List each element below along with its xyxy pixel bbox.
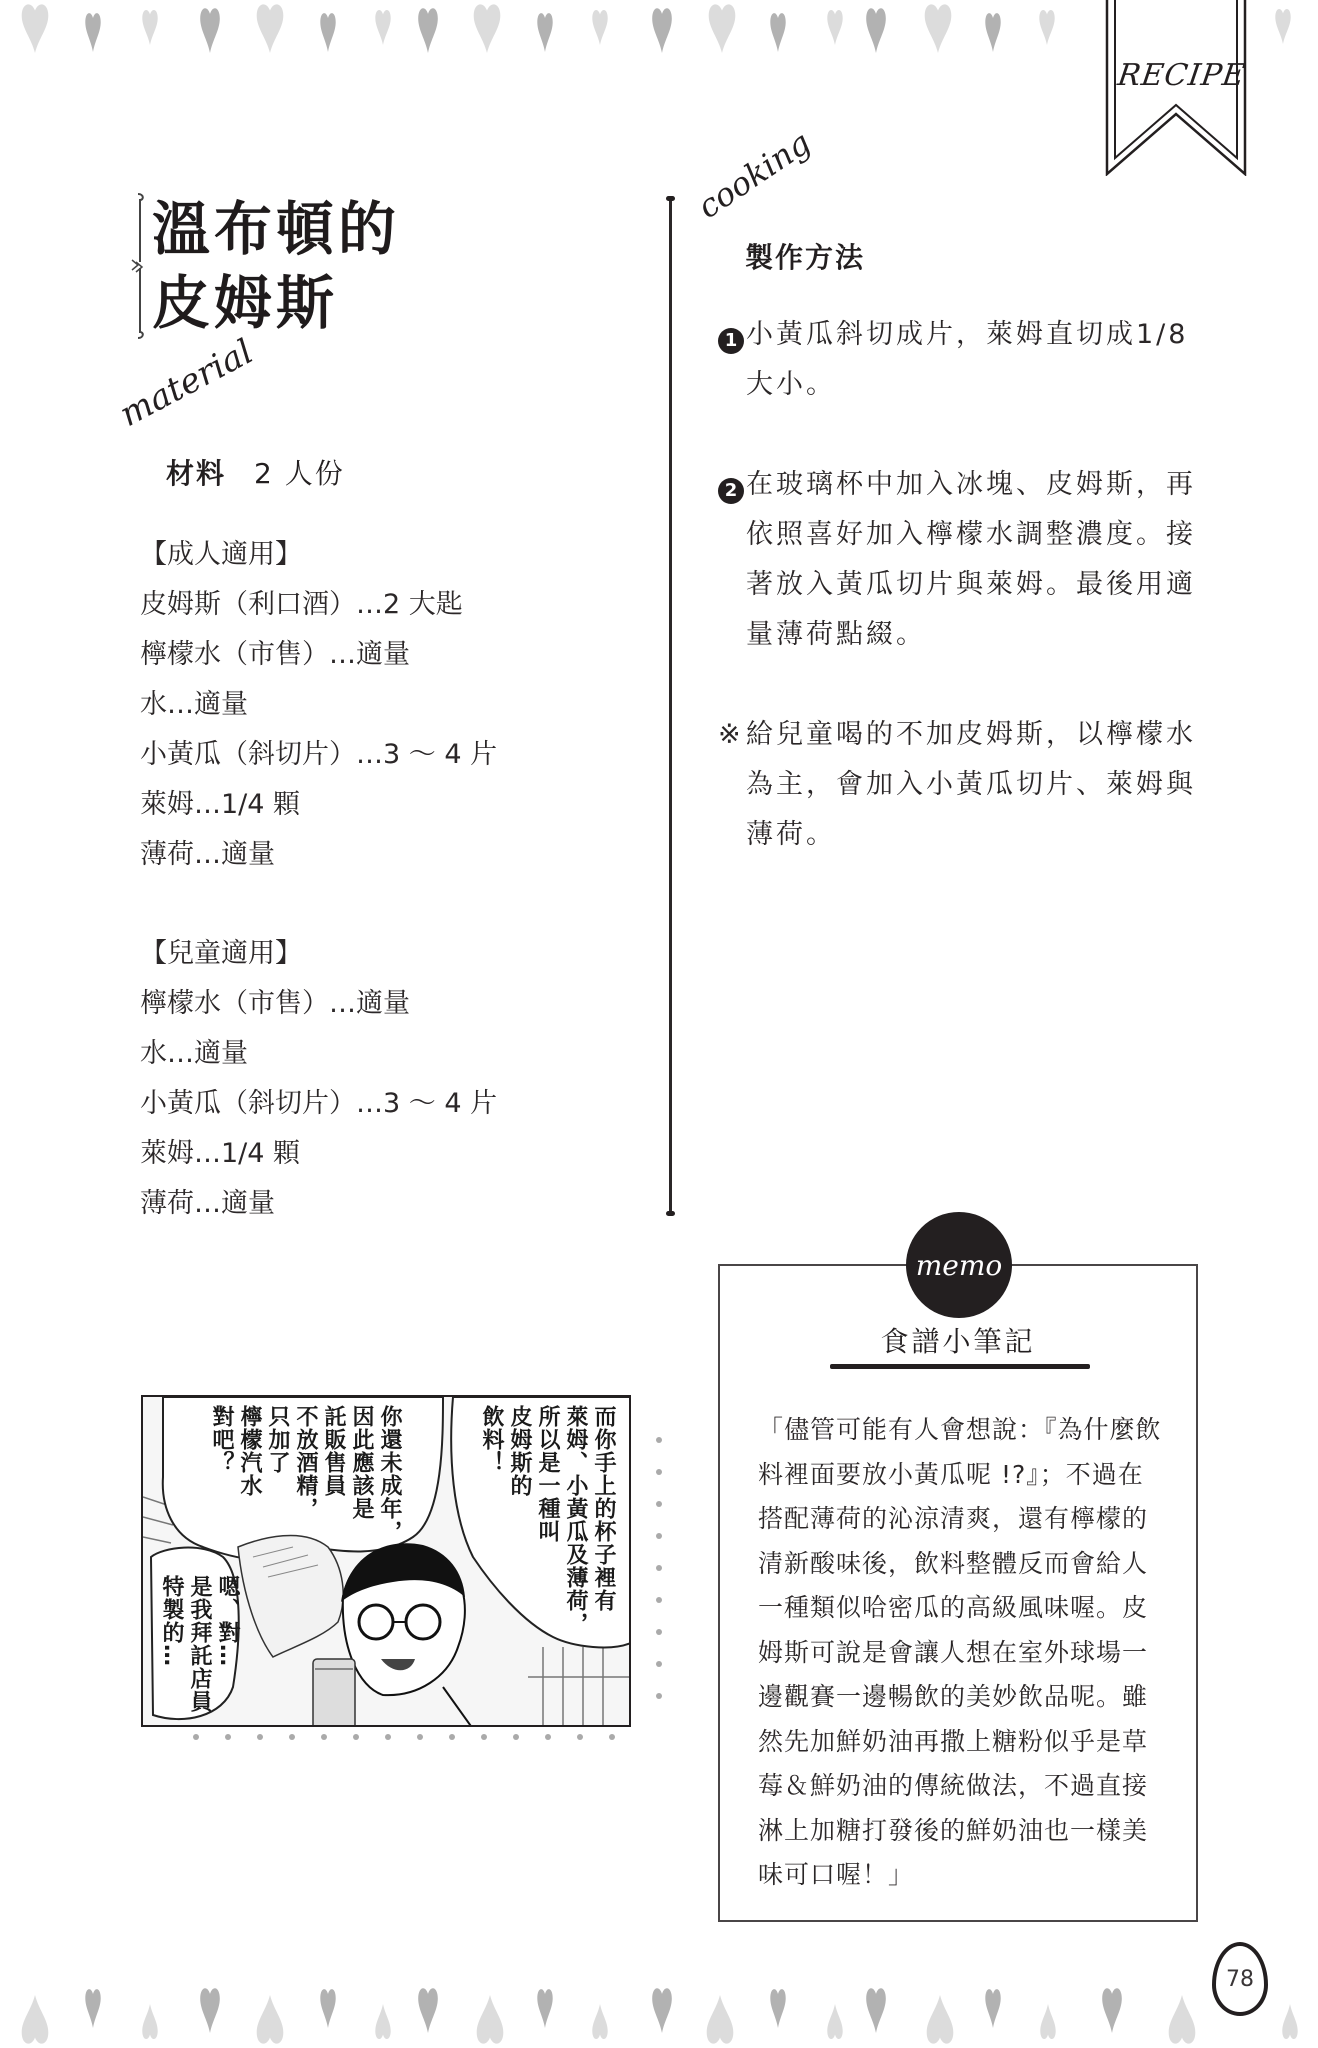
column-divider — [669, 198, 672, 1214]
ingredient-item: 檸檬水（市售）…適量 — [140, 639, 410, 670]
cooking-step-2 — [718, 460, 1208, 660]
material-script-label: material — [113, 331, 260, 435]
ingredient-item: 萊姆…1/4 顆 — [140, 1138, 301, 1169]
cooking-script-label: cooking — [690, 123, 818, 226]
memo-line: 姆斯可說是會讓人想在室外球場一 — [758, 1637, 1149, 1667]
memo-line: 「儘管可能有人會想說：『為什麼飲 — [758, 1415, 1162, 1444]
dot-border-right — [655, 1436, 663, 1726]
step-line: 依照喜好加入檸檬水調整濃度。接 — [746, 519, 1196, 550]
note-marker: ※ — [718, 719, 744, 750]
material-heading — [166, 452, 345, 492]
speech-column: 你還未成年， — [377, 1405, 402, 1543]
ingredient-item: 檸檬水（市售）…適量 — [140, 988, 410, 1019]
speech-column: 而你手上的杯子裡有 — [591, 1405, 616, 1612]
ingredient-item: 萊姆…1/4 顆 — [140, 789, 301, 820]
step-line: 在玻璃杯中加入冰塊、皮姆斯，再 — [746, 469, 1196, 500]
cooking-heading: 製作方法 — [745, 241, 866, 274]
speech-bubble-left — [193, 1405, 403, 1545]
cooking-steps — [718, 310, 1208, 910]
step-line: 量薄荷點綴。 — [746, 619, 926, 650]
dot-border-bottom — [192, 1733, 632, 1741]
step-number-badge: 1 — [718, 310, 744, 360]
recipe-title-line2: 皮姆斯 — [152, 269, 339, 337]
cooking-note — [718, 710, 1208, 860]
speech-column: 對吧？ — [209, 1405, 234, 1474]
step-line: 大小。 — [746, 369, 836, 400]
bottom-heart-border — [0, 1986, 1318, 2046]
child-ingredient-list — [140, 929, 497, 1229]
speech-column: 託販售員 — [321, 1405, 346, 1497]
step-line: 著放入黃瓜切片與萊姆。最後用適 — [746, 569, 1196, 600]
speech-column: 檸檬汽水 — [237, 1405, 262, 1497]
child-ingredients-heading: 【兒童適用】 — [140, 938, 302, 969]
cooking-step-1 — [718, 310, 1208, 410]
speech-column: 因此應該是 — [349, 1405, 374, 1520]
note-line: 薄荷。 — [746, 819, 836, 850]
speech-bubble-right — [477, 1405, 617, 1635]
ingredient-item: 小黃瓜（斜切片）…3 ～ 4 片 — [140, 739, 498, 770]
speech-column: 嗯、對… — [215, 1575, 240, 1667]
servings-label: 2 人份 — [254, 457, 345, 490]
ingredient-item: 小黃瓜（斜切片）…3 ～ 4 片 — [140, 1088, 498, 1119]
memo-body — [758, 1408, 1168, 1898]
speech-column: 只加了 — [265, 1405, 290, 1474]
memo-line: 淋上加糖打發後的鮮奶油也一樣美 — [758, 1815, 1149, 1845]
memo-line: 然先加鮮奶油再撒上糖粉似乎是草 — [758, 1726, 1149, 1756]
ingredient-item: 水…適量 — [140, 1038, 248, 1069]
memo-line: 料裡面要放小黃瓜呢 !?』；不過在 — [758, 1459, 1144, 1489]
adult-ingredients-heading: 【成人適用】 — [140, 539, 302, 570]
speech-column: 不放酒精， — [293, 1405, 318, 1520]
speech-column: 飲料！ — [479, 1405, 504, 1474]
speech-column: 是我拜託店員 — [187, 1575, 212, 1713]
memo-title-underline — [830, 1364, 1090, 1369]
ingredient-item: 皮姆斯（利口酒）…2 大匙 — [140, 589, 463, 620]
memo-line: 清新酸味後，飲料整體反而會給人 — [758, 1548, 1149, 1578]
speech-column: 萊姆、小黃瓜及薄荷， — [563, 1405, 588, 1635]
step-number-badge: 2 — [718, 460, 744, 510]
recipe-title — [152, 192, 400, 340]
recipe-title-line1: 溫布頓的 — [152, 195, 401, 263]
adult-ingredient-list — [140, 530, 497, 880]
step-line: 小黃瓜斜切成片，萊姆直切成1/8 — [746, 319, 1189, 350]
memo-title: 食譜小筆記 — [880, 1325, 1036, 1358]
speech-column: 所以是一種叫 — [535, 1405, 560, 1543]
note-line: 給兒童喝的不加皮姆斯，以檸檬水 — [746, 719, 1196, 750]
page-number: 78 — [1212, 1942, 1268, 2016]
memo-line: 莓＆鮮奶油的傳統做法，不過直接 — [758, 1771, 1149, 1800]
ingredient-item: 薄荷…適量 — [140, 839, 275, 870]
memo-line: 搭配薄荷的沁涼清爽，還有檸檬的 — [758, 1504, 1149, 1533]
memo-badge — [906, 1212, 1012, 1318]
memo-badge-label: memo — [915, 1248, 1003, 1282]
speech-bubble-bottom-left — [157, 1575, 241, 1715]
note-line: 為主，會加入小黃瓜切片、萊姆與 — [746, 769, 1196, 800]
recipe-ribbon-label: RECIPE — [1115, 58, 1248, 93]
ingredient-item: 薄荷…適量 — [140, 1188, 275, 1219]
memo-line: 一種類似哈密瓜的高級風味喔。皮 — [758, 1593, 1149, 1622]
memo-line: 邊觀賽一邊暢飲的美妙飲品呢。雖 — [758, 1682, 1149, 1711]
manga-panel — [141, 1395, 631, 1727]
title-brace-ornament — [128, 190, 150, 340]
ingredient-item: 水…適量 — [140, 689, 248, 720]
speech-column: 特製的… — [159, 1575, 184, 1667]
speech-column: 皮姆斯的 — [507, 1405, 532, 1497]
memo-line: 味可口喔！」 — [758, 1860, 915, 1889]
material-heading-label: 材料 — [166, 457, 227, 490]
